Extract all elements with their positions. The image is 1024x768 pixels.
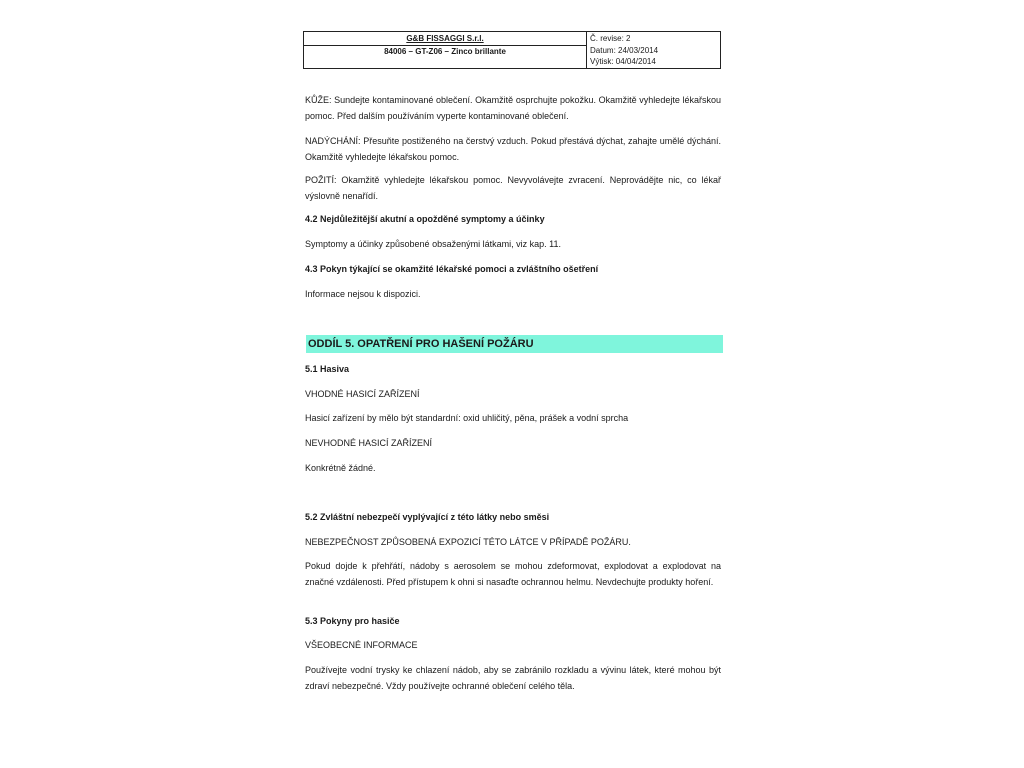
heading-4-3: 4.3 Pokyn týkající se okamžité lékařské pomoci a zvláštního ošetření [305,264,599,274]
document-header-table [303,31,721,69]
unsuitable-media-text: Konkrétně žádné. [305,463,376,473]
product-name: 84006 – GT-Z06 – Zinco brillante [384,47,506,56]
revision-date: Datum: 24/03/2014 [590,45,659,55]
suitable-media-label: VHODNÉ HASICÍ ZAŘÍZENÍ [305,389,420,399]
heading-5-3: 5.3 Pokyny pro hasiče [305,616,400,626]
unsuitable-media-label: NEVHODNÉ HASICÍ ZAŘÍZENÍ [305,438,433,448]
document-page [303,31,721,691]
print-date: Výtisk: 04/04/2014 [590,57,656,66]
fire-hazard-text: Pokud dojde k přehřátí, nádoby s aerosolem se mohou zdeformovat, explodovat a explodovat na značné vzdálenosti. Před přístupem k ohni si nasaďte ochrannou helmu. Nevdechujte produkty hoření. [305,561,721,587]
paragraph-4-2: Symptomy a účinky způsobené obsaženými látkami, viz kap. 11. [305,239,561,249]
general-info-label: VŠEOBECNÉ INFORMACE [305,640,418,650]
ingestion-paragraph: POŽITÍ: Okamžitě vyhledejte lékařskou pomoc. Nevyvolávejte zvracení. Neprovádějte nic, co lékař výslovně nenařídí. [305,175,721,201]
heading-5-2: 5.2 Zvláštní nebezpečí vyplývající z této látky nebo směsi [305,512,550,522]
fire-hazard-label: NEBEZPEČNOST ZPŮSOBENÁ EXPOZICÍ TÉTO LÁTCE V PŘÍPADĚ POŽÁRU. [305,537,631,547]
header-right-cell [587,32,720,68]
suitable-media-text: Hasicí zařízení by mělo být standardní: oxid uhličitý, pěna, prášek a vodní sprcha [305,413,629,423]
heading-4-2: 4.2 Nejdůležitější akutní a opožděné symptomy a účinky [305,214,545,224]
company-name: G&B FISSAGGI S.r.l. [304,32,586,46]
paragraph-4-3: Informace nejsou k dispozici. [305,289,421,299]
skin-paragraph: KŮŽE: Sundejte kontaminované oblečení. Okamžitě osprchujte pokožku. Okamžitě vyhledejte lékařskou pomoc. Před dalším používáním vyperte kontaminované oblečení. [305,95,721,121]
header-left-cell [304,32,587,68]
heading-5-1: 5.1 Hasiva [305,364,350,374]
revision-number: Č. revise: 2 [590,34,631,43]
inhalation-paragraph: NADÝCHÁNÍ: Přesuňte postiženého na čerstvý vzduch. Pokud přestává dýchat, zahajte umělé dýchání. Okamžitě vyhledejte lékařskou pomoc. [305,136,721,162]
general-info-text: Používejte vodní trysky ke chlazení nádob, aby se zabránilo rozkladu a vývinu látek, které mohou být zdraví nebezpečné. Vždy používejte ochranné oblečení celého těla. [305,665,721,691]
section-5-banner: ODDÍL 5. OPATŘENÍ PRO HAŠENÍ POŽÁRU [306,335,723,353]
